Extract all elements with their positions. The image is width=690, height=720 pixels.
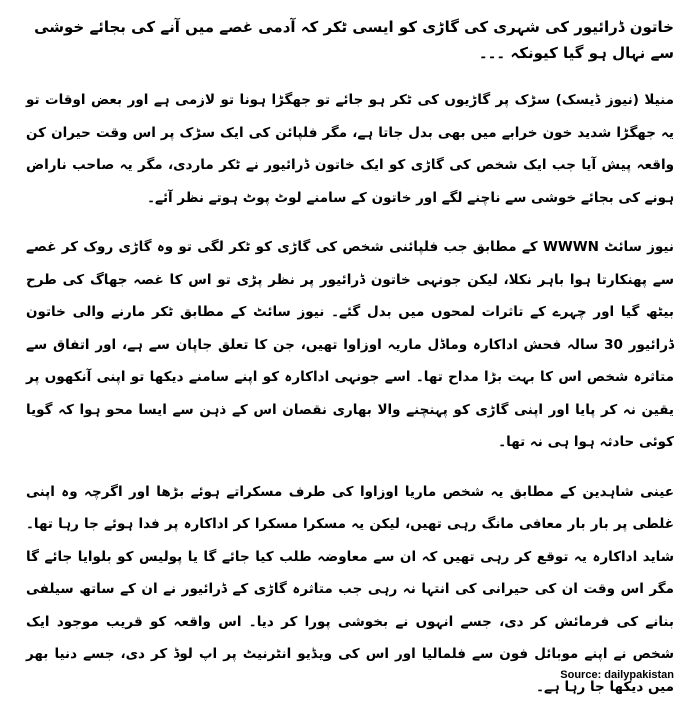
source-credit: Source: dailypakistan: [560, 669, 674, 681]
article-paragraph: عینی شاہدین کے مطابق یہ شخص ماریا اوزاوا کی طرف مسکراتے ہوئے بڑھا اور اگرچہ وہ اپنی غلطی پر بار بار معافی مانگ رہی تھیں، لیکن یہ مسکرا مسکرا کر اداکارہ پر فدا ہوئے جا رہا تھا۔ شاید اداکارہ یہ توقع کر رہی تھیں کہ ان سے معاوضہ طلب کیا جائے گا یا پولیس کو بلوایا جائے گا مگر اس وقت ان کی حیرانی کی انتہا نہ رہی جب متاثرہ گاڑی کے ڈرائیور نے ان کے ساتھ سیلفی بنانے کی فرمائش کر دی، جسے انہوں نے بخوشی پورا کر دیا۔ اس واقعہ کو قریب موجود ایک شخص نے اپنے موبائل فون سے فلمالیا اور اس کی ویڈیو انٹرنیٹ پر اپ لوڈ کر دی، جسے دنیا بھر میں دیکھا جا رہا ہے۔: [26, 483, 674, 695]
article-paragraph: نیوز سائٹ WWWN کے مطابق جب فلپائنی شخص کی گاڑی کو ٹکر لگی تو وہ گاڑی روک کر غصے سے پھنکارتا ہوا باہر نکلا، لیکن جونہی خاتون ڈرائیور پر نظر پڑی تو اس کا غصہ جھاگ کی طرح بیٹھ گیا اور چہرے کے تاثرات لمحوں میں بدل گئے۔ نیوز سائٹ کے مطابق ٹکر مارنے والی خاتون ڈرائیور 30 سالہ فحش اداکارہ وماڈل ماریہ اوزاوا تھیں، جن کا تعلق جاپان سے ہے، اور اتفاق سے متاثرہ شخص اس کا بہت بڑا مداح تھا۔ اسے جونہی اداکارہ کو اپنے سامنے دیکھا تو اپنی آنکھوں پر یقین نہ کر پایا اور اپنی گاڑی کو پہنچنے والا بھاری نقصان اس کے ذہن سے ایسا محو ہوا کہ گویا کوئی حادثہ ہوا ہی نہ تھا۔: [26, 239, 674, 450]
article-headline: خاتون ڈرائیور کی شہری کی گاڑی کو ایسی ٹکر کہ آدمی غصے میں آنے کی بجائے خوشی سے نہال ہو گیا کیونکہ ۔۔۔: [34, 18, 674, 62]
article-paragraph: منیلا (نیوز ڈیسک) سڑک پر گاڑیوں کی ٹکر ہو جائے تو جھگڑا ہونا تو لازمی ہے اور بعض اوقات تو یہ جھگڑا شدید خون خرابے میں بھی بدل جاتا ہے، مگر فلپائن کی ایک سڑک پر اس وقت حیران کن واقعہ پیش آیا جب ایک شخص کی گاڑی کو ایک خاتون ڈرائیور نے ٹکر ماردی، مگر یہ صاحب ناراض ہونے کی بجائے خوشی سے ناچنے لگے اور خاتون کے سامنے لوٹ پوٹ ہوتے نظر آئے۔: [26, 92, 674, 206]
article: [26, 14, 674, 720]
